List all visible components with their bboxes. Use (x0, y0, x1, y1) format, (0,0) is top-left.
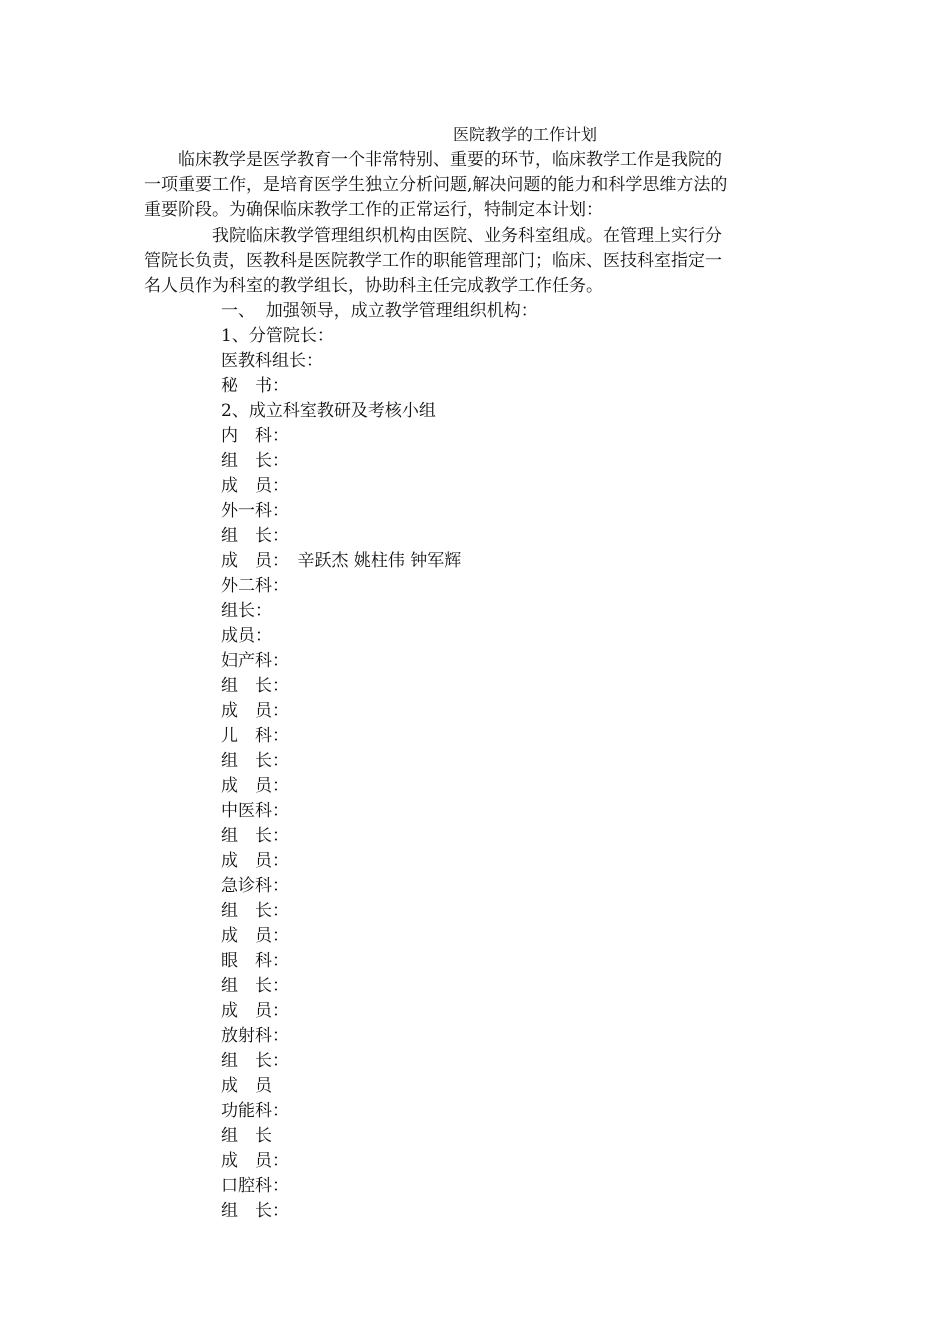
list-item: 组 长： (221, 826, 289, 846)
list-item: 妇产科： (221, 651, 289, 671)
list-item: 内 科： (221, 426, 289, 446)
intro-paragraph (144, 148, 814, 223)
list-item: 外一科： (221, 501, 289, 521)
paragraph-line: 管院长负责，医教科是医院教学工作的职能管理部门；临床、医技科室指定一 (144, 251, 722, 271)
list-item: 成 员： (221, 926, 289, 946)
list-item: 外二科： (221, 576, 289, 596)
list-item: 功能科： (221, 1101, 289, 1121)
paragraph-line: 重要阶段。为确保临床教学工作的正常运行，特制定本计划： (144, 200, 603, 220)
document-title: 医院教学的工作计划 (452, 125, 597, 144)
list-item: 放射科： (221, 1026, 289, 1046)
list-item: 组 长： (221, 751, 289, 771)
list-item: 秘 书： (221, 376, 289, 396)
list-item: 口腔科： (221, 1176, 289, 1196)
list-item: 成 员： (221, 776, 289, 796)
paragraph-line: 我院临床教学管理组织机构由医院、业务科室组成。在管理上实行分 (144, 226, 722, 246)
list-item: 组 长 (221, 1126, 272, 1146)
paragraph-line: 临床教学是医学教育一个非常特别、重要的环节，临床教学工作是我院的 (144, 150, 722, 170)
list-item: 眼 科： (221, 951, 289, 971)
list-item: 成 员： (221, 701, 289, 721)
list-item: 组长： (221, 601, 272, 621)
list-item: 中医科： (221, 801, 289, 821)
list-item: 组 长： (221, 451, 289, 471)
list-item: 组 长： (221, 1051, 289, 1071)
list-item: 2、成立科室教研及考核小组 (221, 401, 436, 421)
paragraph-line: 一项重要工作，是培育医学生独立分析问题,解决问题的能力和科学思维方法的 (144, 175, 728, 195)
organization-list (221, 299, 538, 1224)
list-item: 成 员： (221, 1151, 289, 1171)
organization-paragraph (144, 224, 814, 299)
list-item: 组 长： (221, 901, 289, 921)
list-item: 成 员： 辛跃杰 姚柱伟 钟军辉 (221, 551, 462, 571)
list-item: 一、 加强领导，成立教学管理组织机构： (221, 301, 538, 321)
list-item: 成员： (221, 626, 272, 646)
list-item: 成 员： (221, 476, 289, 496)
paragraph-line: 名人员作为科室的教学组长，协助科主任完成教学工作任务。 (144, 276, 603, 296)
list-item: 儿 科： (221, 726, 289, 746)
list-item: 组 长： (221, 1201, 289, 1221)
list-item: 医教科组长： (221, 351, 323, 371)
list-item: 成 员： (221, 1001, 289, 1021)
list-item: 1、分管院长： (221, 326, 334, 346)
list-item: 成 员： (221, 851, 289, 871)
list-item: 组 长： (221, 526, 289, 546)
list-item: 组 长： (221, 976, 289, 996)
list-item: 成 员 (221, 1076, 272, 1096)
list-item: 急诊科： (221, 876, 289, 896)
list-item: 组 长： (221, 676, 289, 696)
